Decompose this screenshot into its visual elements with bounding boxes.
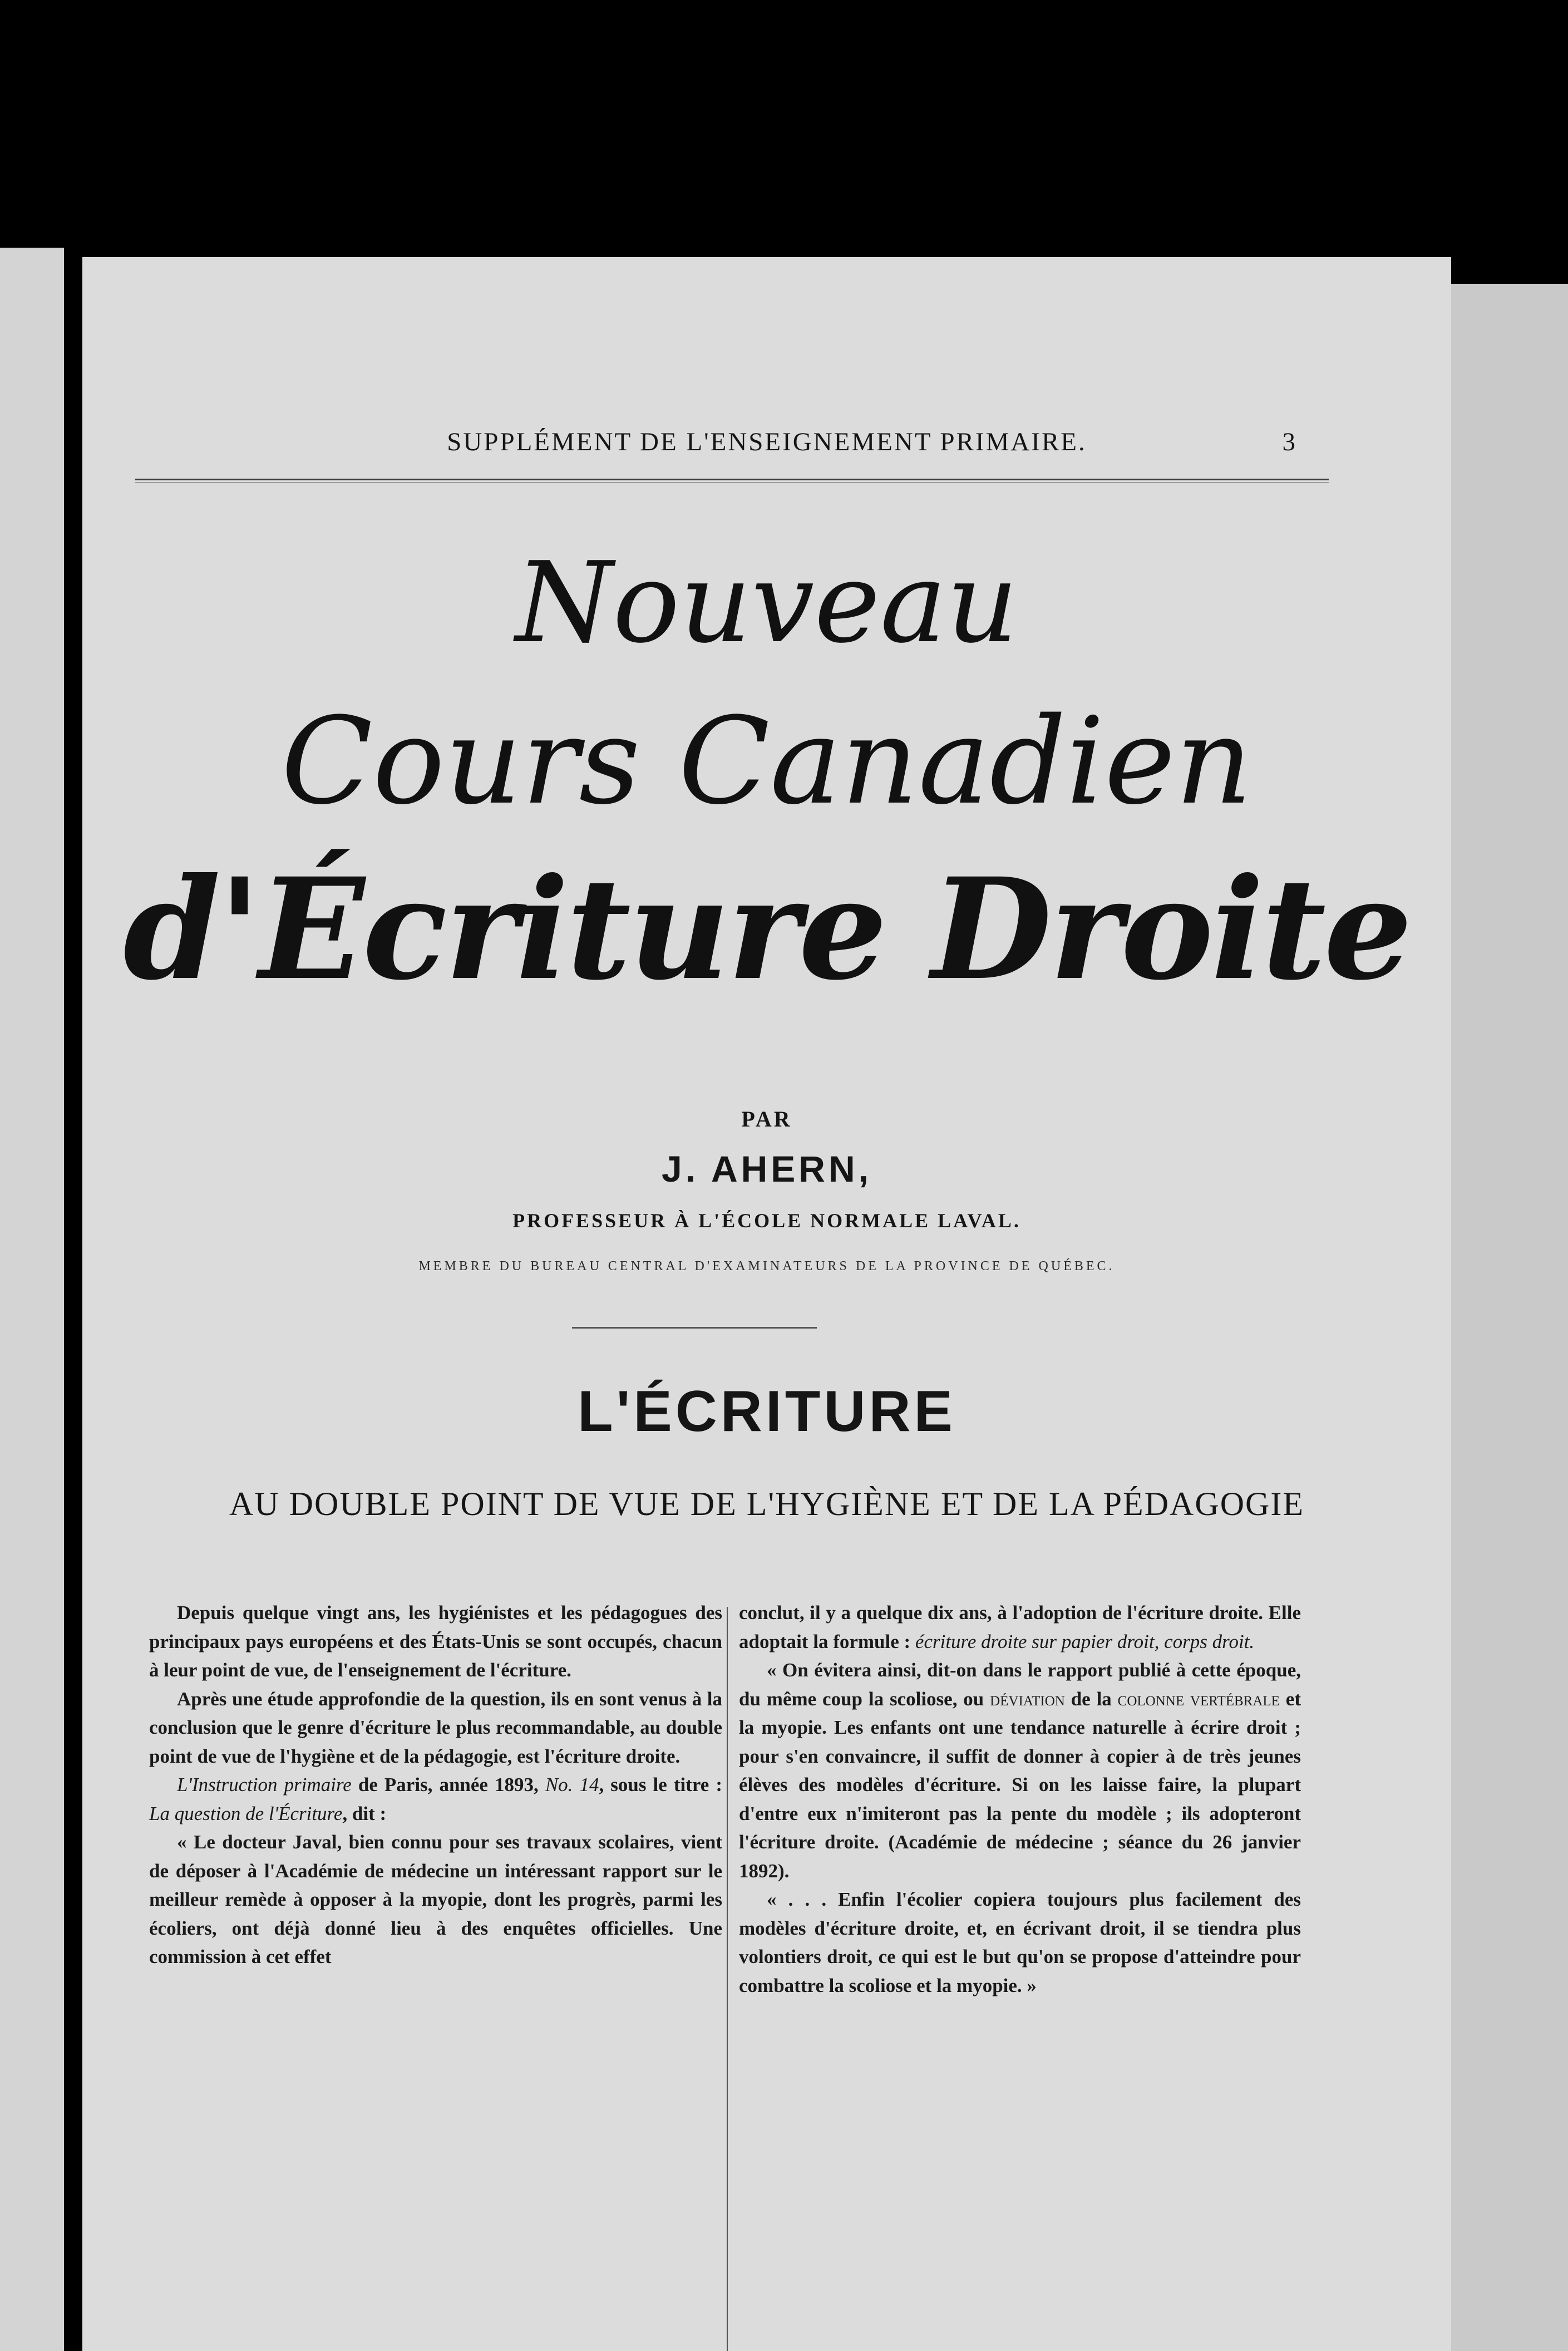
title-line-2: Cours Canadien — [281, 691, 1253, 831]
author-name: J. AHERN, — [662, 1148, 872, 1189]
document-page — [82, 257, 1451, 2351]
right-p2-end: et la myopie. Les enfants ont une tendance naturelle à écrire droit ; pour s'en convaincre, il suffit de donner à copier à de très jeunes élèves des modèles d'écriture. Si on les laisse faire, la plupart d'entre eux n'imiteront pas la pente du modèle ; ils adopteront l'écriture droite. (Académie de médecine ; séance du 26 janvier 1892). — [739, 1688, 1301, 1882]
right-paragraph-3: « . . . Enfin l'écolier copiera toujours plus facilement des modèles d'écriture droite, et, en écrivant droit, il se tiendra plus volontiers droit, ce qui est le but qu'on se propose d'atteindre pour combattre la scoliose et la myopie. » — [739, 1888, 1301, 1996]
right-paragraph-2 — [739, 1656, 1301, 1885]
header-rule — [135, 479, 1329, 483]
formula: écriture droite sur papier droit, corps droit. — [915, 1630, 1255, 1652]
column-divider — [727, 1607, 728, 2351]
right-column — [739, 1599, 1301, 2000]
title-intro: , sous le titre : — [599, 1774, 722, 1796]
left-paragraph-4: « Le docteur Javal, bien connu pour ses travaux scolaires, vient de déposer à l'Académie de médecine un intéressant rapport sur le meilleur remède à opposer à la myopie, dont les progrès, parmi les écoliers, ont déjà donné lieu à des enquêtes officielles. Une commission à cet effet — [149, 1831, 722, 1968]
article-title: La question de l'Écriture — [149, 1802, 343, 1824]
right-paragraph-1 — [739, 1599, 1301, 1656]
publication-name: L'Instruction primaire — [177, 1774, 352, 1796]
author-membership: MEMBRE DU BUREAU CENTRAL D'EXAMINATEURS DE LA PROVINCE DE QUÉBEC. — [418, 1259, 1115, 1273]
divider-rule — [572, 1327, 817, 1329]
left-paragraph-3 — [149, 1770, 722, 1828]
author-title: PROFESSEUR À L'ÉCOLE NORMALE LAVAL. — [512, 1209, 1021, 1232]
section-subheading: AU DOUBLE POINT DE VUE DE L'HYGIÈNE ET DE LA PÉDAGOGIE — [229, 1486, 1304, 1522]
running-head: SUPPLÉMENT DE L'ENSEIGNEMENT PRIMAIRE. — [447, 427, 1087, 456]
right-p2-start: « On évitera ainsi, dit-on dans le rapport publié à cette époque, du même coup la scoliose, ou — [739, 1659, 1301, 1710]
left-paragraph-2: Après une étude approfondie de la question, ils en sont venus à la conclusion que le genre d'écriture le plus recommandable, au double point de vue de l'hygiène et de la pédagogie, est l'écriture droite. — [149, 1688, 722, 1767]
left-column — [149, 1599, 722, 1971]
right-p1-text: conclut, il y a quelque dix ans, à l'adoption de l'écriture droite. Elle adoptait la formule : — [739, 1602, 1301, 1652]
byline-par: PAR — [741, 1106, 792, 1132]
title-line-3: d'Écriture Droite — [123, 847, 1411, 1011]
title-line-1: Nouveau — [515, 538, 1018, 668]
adjacent-page-right — [1449, 284, 1568, 2351]
adjacent-page-left — [0, 248, 64, 2351]
right-p2-mid: de la — [1064, 1688, 1118, 1710]
issue-number: No. 14 — [545, 1774, 599, 1796]
left-paragraph-1: Depuis quelque vingt ans, les hygiénistes et les pédagogues des principaux pays européens et des États-Unis se sont occupés, chacun à leur point de vue, de l'enseignement de l'écriture. — [149, 1602, 722, 1681]
page-number: 3 — [1282, 427, 1295, 456]
section-heading: L'ÉCRITURE — [578, 1379, 956, 1444]
term-deviation: déviation — [990, 1688, 1065, 1710]
publication-date: de Paris, année 1893, — [351, 1774, 545, 1796]
quote-intro: , dit : — [342, 1802, 387, 1824]
term-colonne: colonne vertébrale — [1117, 1688, 1280, 1710]
